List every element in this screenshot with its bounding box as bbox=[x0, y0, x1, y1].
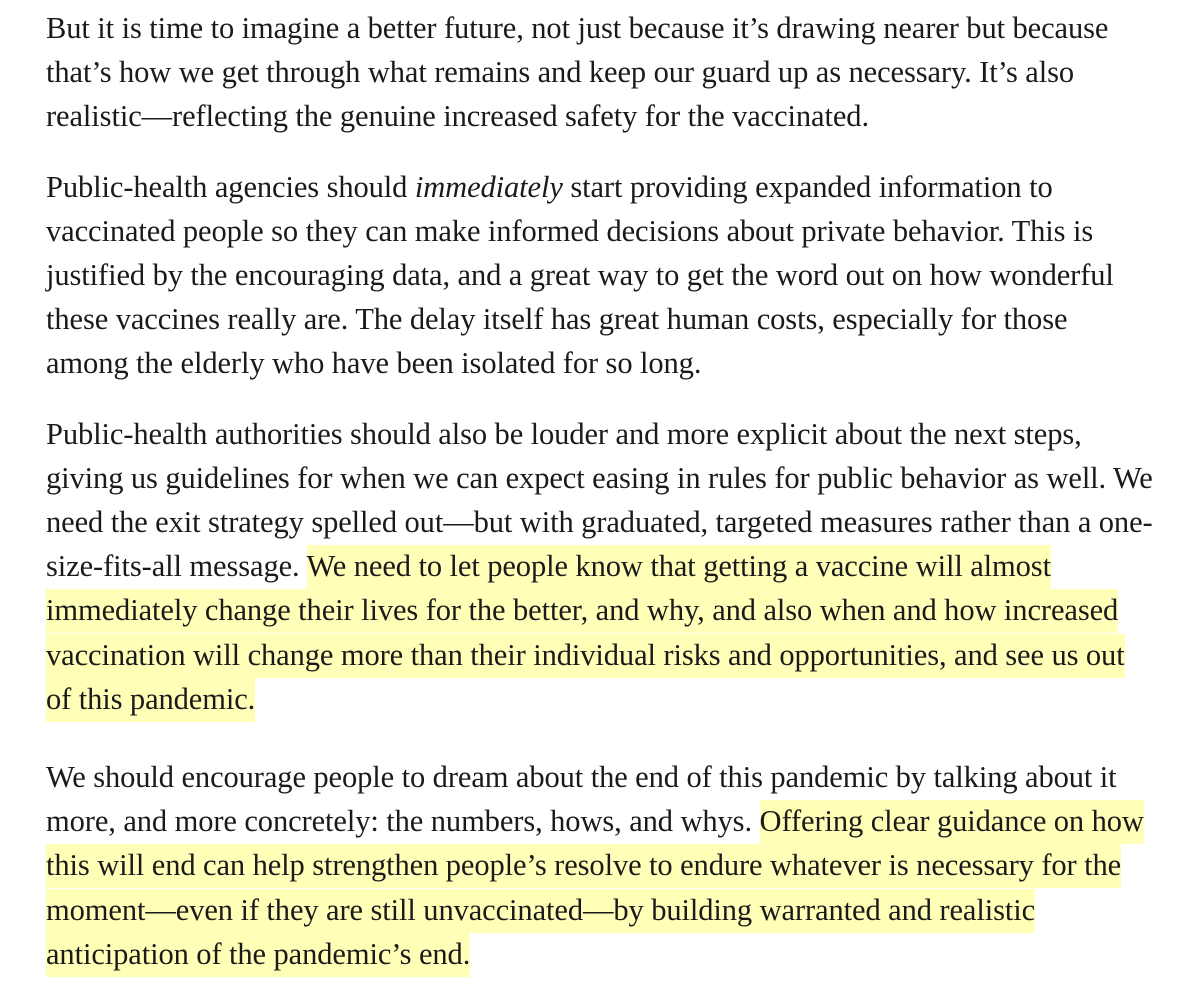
article-body bbox=[46, 6, 1154, 1002]
paragraph-1-text: But it is time to imagine a better future, not just because it’s drawing nearer but because that’s how we get through what remains and keep our guard up as necessary. It’s also realistic—reflecting the genuine increased safety for the vaccinated. bbox=[46, 11, 1109, 134]
paragraph-2-text-before: Public-health agencies should bbox=[46, 169, 415, 204]
paragraph-4-text: We should encourage people to dream about the end of this pandemic by talking about it more, and more concretely: the numbers, hows, and whys. bbox=[46, 760, 1117, 839]
paragraph-4-highlight[interactable]: Offering clear guidance on how this will end can help strengthen people’s resolve to endure whatever is necessary for the moment—even if they are still unvaccinated—by building warranted and realistic anticipation of the pandemic’s end. bbox=[46, 800, 1144, 977]
paragraph-1 bbox=[46, 6, 1154, 139]
paragraph-3 bbox=[46, 412, 1154, 721]
paragraph-2-text-after: start providing expanded information to vaccinated people so they can make informed decisions about private behavior. This is justified by the encouraging data, and a great way to get the word out on how wonderful these vaccines really are. The delay itself has great human costs, especially for those among the elderly who have been isolated for so long. bbox=[46, 169, 1114, 381]
paragraph-4 bbox=[46, 755, 1154, 976]
paragraph-2 bbox=[46, 165, 1154, 386]
paragraph-2-emphasis: immediately bbox=[414, 169, 563, 204]
paragraph-3-text: Public-health authorities should also be louder and more explicit about the next steps, giving us guidelines for when we can expect easing in rules for public behavior as well. We need the exit strategy spelled out—but with graduated, targeted measures rather than a one-size-fits-all message. bbox=[46, 416, 1153, 584]
paragraph-3-highlight[interactable]: We need to let people know that getting a vaccine will almost immediately change their lives for the better, and why, and also when and how increased vaccination will change more than their individual risks and opportunities, and see us out of this pandemic. bbox=[46, 545, 1125, 722]
